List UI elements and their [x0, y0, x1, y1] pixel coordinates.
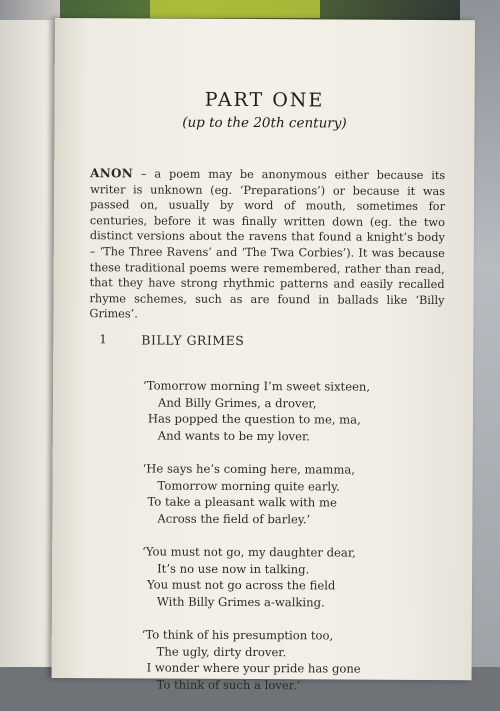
- poem-stanza: [143, 377, 443, 445]
- poem-line: With Billy Grimes a-walking.: [156, 594, 325, 609]
- poem-line: I wonder where your pride has gone: [146, 660, 361, 676]
- poem-line: To think of such a lover.’: [156, 677, 301, 692]
- poem-line: And wants to be my lover.: [157, 428, 310, 443]
- poem-stanza: [142, 543, 442, 611]
- poem-line: And Billy Grimes, a drover,: [157, 395, 317, 410]
- intro-lead-word: ANON: [90, 166, 134, 181]
- intro-text: – a poem may be anonymous either because its writer is unknown (eg. ‘Preparations’) or because it was passed on, usually by word of mouth, sometimes for centuries, before it was finally written down (eg. the two distinct versions about the ravens that found a knight’s body – ‘The Three Ravens’ and ‘The Twa Corbies’). It was because these traditional poems were remembered, rather than read, that they have strong rhythmic patterns and easily recalled rhyme schemes, such as are found in ballads like ‘Billy Grimes’.: [89, 167, 446, 321]
- poem-line: Tomorrow morning quite early.: [157, 478, 340, 493]
- page-subheading: (up to the 20th century): [182, 114, 347, 132]
- poem-line: ‘To think of his presumption too,: [141, 627, 334, 643]
- poem-line: Across the field of barley.’: [157, 511, 311, 526]
- poem-line: ‘Tomorrow morning I’m sweet sixteen,: [143, 378, 371, 394]
- poem-line: It’s no use now in talking.: [157, 561, 310, 576]
- poem-title: BILLY GRIMES: [141, 332, 245, 348]
- poem-line: To take a pleasant walk with me: [147, 494, 337, 510]
- poem-number: 1: [99, 332, 107, 347]
- page-heading: PART ONE: [204, 88, 325, 112]
- poem-body: [141, 377, 443, 711]
- intro-paragraph: [89, 166, 445, 324]
- background-green-object: [150, 0, 320, 18]
- poem-line: ‘He says he’s coming here, mamma,: [142, 461, 356, 477]
- poem-line: Has popped the question to me, ma,: [147, 411, 361, 427]
- poem-stanza: [142, 460, 442, 528]
- poem-line: ‘You must not go, my daughter dear,: [142, 544, 356, 560]
- book-page: [52, 18, 475, 692]
- poem-stanza: [141, 626, 441, 694]
- poem-line: You must not go across the field: [146, 577, 336, 593]
- poem-line: The ugly, dirty drover.: [156, 644, 287, 659]
- left-page-edge: [0, 20, 59, 667]
